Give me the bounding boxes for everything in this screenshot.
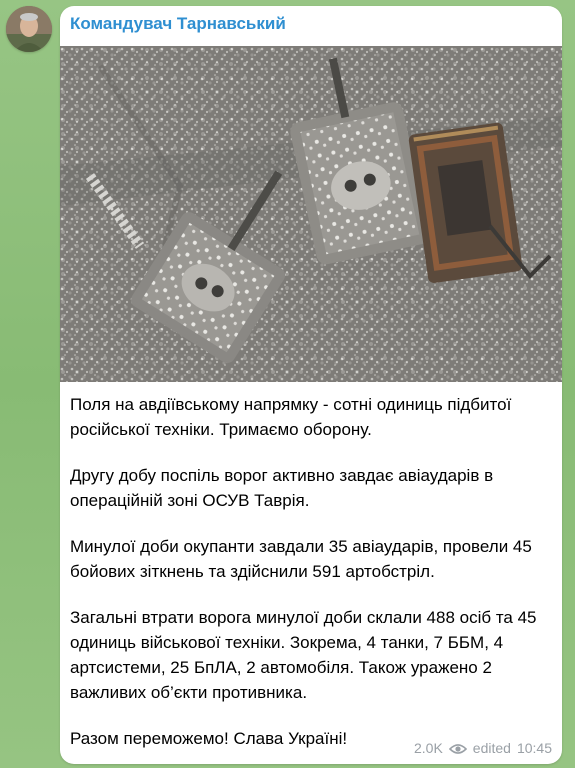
post-paragraph: Загальні втрати ворога минулої доби склали 488 осіб та 45 одиниць військової техніки. Зокрема, 4 танки, 7 ББМ, 4 артсистеми, 25 БпЛА, 2 автомобіля. Також уражено 2 важливих об’єкти противника. [70,608,537,702]
channel-name[interactable]: Командувач Тарнавський [70,14,286,33]
view-count: 2.0K [413,740,443,756]
edited-label: edited [472,740,511,756]
photo-destroyed-tanks [60,46,562,382]
message-meta [414,740,552,756]
post-paragraph: Разом переможемо! Слава Україні! [70,729,348,748]
post-paragraph: Другу добу поспіль ворог активно завдає авіаударів в операційній зоні ОСУВ Таврія. [70,466,494,510]
post-paragraph: Минулої доби окупанти завдали 35 авіаударів, провели 45 бойових зіткнень та здійснили 591 артобстріл. [70,537,532,581]
post-paragraph: Поля на авдіївському напрямку - сотні одиниць підбитої російської техніки. Тримаємо оборону. [70,395,512,439]
message-time: 10:45 [516,740,552,756]
eye-icon [449,742,467,754]
post-photo[interactable] [60,46,562,382]
post-text [70,392,550,764]
channel-avatar[interactable] [6,6,52,52]
message-bubble [60,6,562,764]
